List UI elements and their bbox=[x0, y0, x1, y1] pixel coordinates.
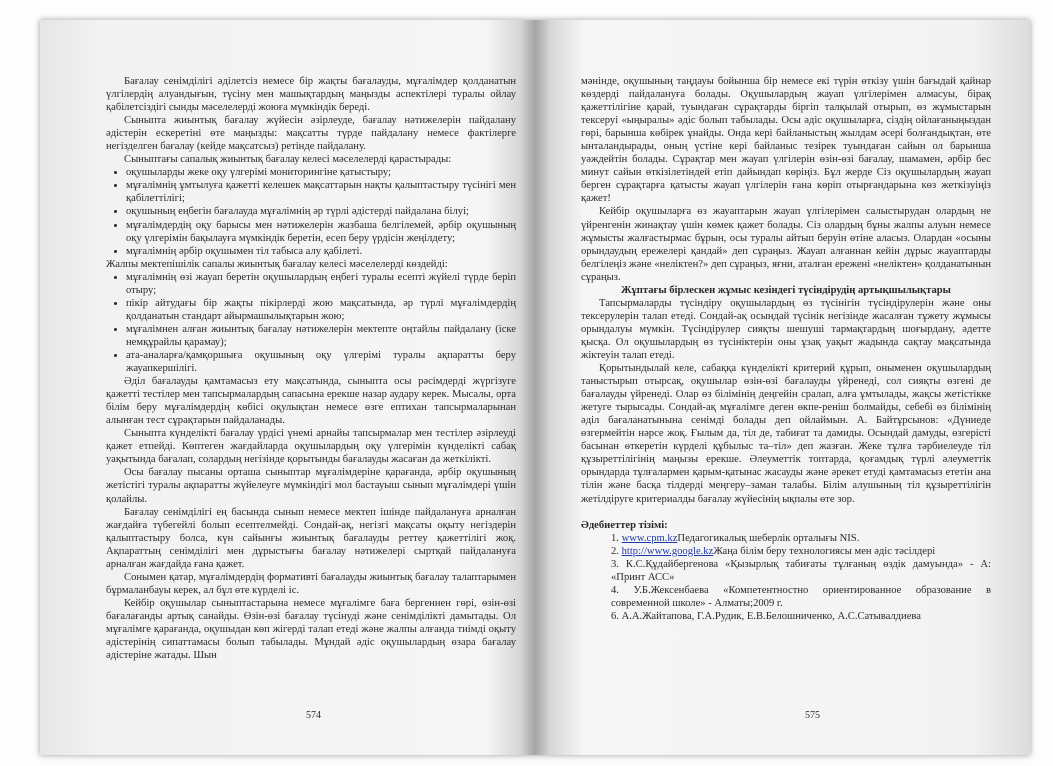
paragraph: Кейбір оқушыларға өз жауаптарын жауап үлгілерімен салыстырудан олардың не үйренгенін жинақтау үшін көмек қажет болады. Сіз олардың бұны жалпы алуын немесе жұмысты жалғастырмас бұрын, осы туралы айтып беруін өтіне аласыз. Олардан «осыны орындаудың ережелері қандай» деп сұраңыз. Жауап алғаннан кейін дұрыс жауаптарды белгілеңіз және «неліктен?» деп сұраңыз, яғни, аталған ережені «неліктен» қолданатынын сұраңыз. bbox=[581, 206, 991, 283]
reference-number: 3. bbox=[611, 558, 619, 570]
reference-item bbox=[611, 584, 991, 610]
list-item: • мұғалімнің өзі жауап беретін оқушылардың еңбегі туралы есепті жүйелі түрде беріп отыру; bbox=[126, 271, 516, 297]
paragraph: Сыныпта жиынтық бағалау жүйесін әзірлеуде, бағалау нәтижелерін пайдалану әдістерін ескеретіні өте маңызды: мақсатты түрде пайдалану немесе фактілерге негізделген бағалау (кейде мақсатсыз) ретінде пайдалану. bbox=[106, 115, 516, 153]
reference-text: А.А.Жайтапова, Г.А.Рудик, Е.В.Белошниченко, А.С.Сатывалдиева bbox=[621, 610, 921, 622]
reference-number: 2. bbox=[611, 545, 619, 557]
section-heading: Жұптағы бірлескен жұмыс кезіндегі түсіндірудің артықшылықтары bbox=[621, 284, 951, 296]
bullet-list bbox=[106, 166, 516, 257]
right-page bbox=[535, 20, 1030, 755]
list-item: • оқушыларды жеке оқу үлгерімі мониторингіне қатыстыру; bbox=[126, 166, 516, 179]
paragraph: Бағалау сенімділігі әділетсіз немесе бір жақты бағалауды, мұғалімдер қолданатын үлгілердің алуандығын, түсіну мен машықтардың маңызды аспектілері туралы ойлау қабілетсіздігі сынды мәселелерді жоюға мүмкіндік береді. bbox=[106, 76, 516, 114]
references-list bbox=[581, 532, 991, 623]
reference-text: К.С.Құдайбергенова «Қызырлық табиғаты тұлғаның өздік дамуында» - А: «Принт АСС» bbox=[611, 558, 992, 583]
page-number: 575 bbox=[805, 710, 820, 721]
paragraph: Сыныптағы сапалық жиынтық бағалау келесі мәселелерді қарастырады: bbox=[124, 154, 452, 166]
reference-link[interactable]: http://www.google.kz bbox=[621, 545, 714, 557]
book-spine-shadow bbox=[520, 20, 550, 755]
list-item: • мұғалімнің ұмтылуға қажетті келешек мақсаттарын нақты қалыптастыру түсінігі мен қабілеттілігі; bbox=[126, 179, 516, 205]
left-page bbox=[40, 20, 535, 755]
reference-item bbox=[611, 558, 991, 584]
list-item: • пікір айтудағы бір жақты пікірлерді жою мақсатында, әр түрлі мұғалімдердің қолданатын стандарт айырмашылықтарын жою; bbox=[126, 297, 516, 323]
paragraph: Кейбір оқушылар сыныптастарына немесе мұғалімге баға бергеннен гөрі, өзін-өзі бағалағанды артық санайды. Өзін-өзі бағалау түсінуді және сенімділікті дамытады. Ол мұғалімге қарағанда, оқушыдан көп жігерді талап етеді және жалпы алғанда тиімді оқыту әдістерінің сипаттамасы болып табылады. Мұндай әдіс оқушылардың өзара бағалау әдістеріне жатады. Шын bbox=[106, 597, 516, 662]
reference-number: 6. bbox=[611, 610, 619, 622]
reference-item bbox=[611, 545, 991, 558]
paragraph: Бағалау сенімділігі ең басында сынып немесе мектеп ішінде пайдалануға арналған жағдайға түбегейлі болып есептелмейді. Сондай-ақ, негізгі мақсаты оқыту негіздерін қалыптастыру болса, күн сайынғы жиынтық бағалауды реттеу қажеттілігі жоқ. Ақпараттың сенімділігі мен дұрыстығы бағалау нәтижелері сыртқай пайдалануға арналған жағдайда ғана қажет. bbox=[106, 506, 516, 570]
list-item: • мұғалімнің әрбір оқушымен тіл табыса алу қабілеті. bbox=[126, 245, 516, 258]
paragraph: Тапсырмаларды түсіндіру оқушылардың өз түсінігін түсіндірулерін және оны тексерулерін талап етеді. Сондай-ақ осындай түсінік негізінде жасалған тұжету жұмысы орындалуы мүмкін. Түсіндірулер сияқты шешуші тармақтардың шоғырдану, әдетте қысқа. Ол оқушылардың өз түсініктерін оны ұзақ уақыт жадында сақтау мақсатында жіктеуін талап етеді. bbox=[581, 297, 991, 361]
list-intro: Жалпы мектепішілік сапалы жиынтық бағалау келесі мәселелерді көздейді: bbox=[106, 258, 448, 270]
reference-text: У.Б.Жексенбаева «Компетентностно ориентированное образование в современной школе» - Алматы;2009 г. bbox=[611, 584, 992, 609]
list-item: • оқушының еңбегін бағалауда мұғалімнің әр түрлі әдістерді пайдалана білуі; bbox=[126, 205, 516, 218]
left-page-text bbox=[106, 75, 516, 662]
list-item: • мұғалімнен алған жиынтық бағалау нәтижелерін мектепте оңтайлы пайдалану (іске немқұрайлы қарамау); bbox=[126, 323, 516, 349]
open-book bbox=[40, 20, 1030, 755]
list-item: • мұғалімдердің оқу барысы мен нәтижелерін жазбаша белгілемей, әрбір оқушының оқу үлгерімін бақылауға мүмкіндік беретін, есеп беру үрдісін жеңілдету; bbox=[126, 219, 516, 245]
paragraph: Сонымен қатар, мұғалімдердің формативті бағалауды жиынтық бағалау талаптарымен бұрмаланбауы керек, ал бұл өте күрделі іс. bbox=[106, 571, 516, 596]
bullet-list bbox=[106, 271, 516, 375]
reference-item bbox=[611, 532, 991, 545]
paragraph: Қорытындылай келе, сабаққа күнделікті критерий құрып, оныменен оқушылардың таныстырып отырсақ, оқушылар өзін-өзі бағалауды үйренеді, сол сияқты өзгені де бағалауды үйренеді. Олар өз білімінің деңгейін сралап, алға ұмтылады, жақсы жетістікке жетуге тырысады. Сондай-ақ мұғалімге деген өкпе-реніш болмайды, себебі өз білімінің әділ бағаланатынына сенімді болады деп ойлаймын. А. Байтұрсынов: «Дүниеде өзгермейтін нәрсе жоқ. Ғылым да, тіл де, табиғат та дамиды. Осындай дамуды, өзгерісті басынан өткеретін күрделі құбылыс та–тіл» деп жазған. Жеке тұлға тәрбиелеуде тіл құзыреттілігінің маңызы ерекше. Әлеуметтік топтарда, қоғамдық түрлі әлеуметтік орындарда тұлғалармен қарым-қатынас жасауды және әрекет етуді қамтамасыз ететін ана тілін және басқа тілдерді меңгеру–заман талабы. Білім алушының тіл құзыреттілігін жетілдіруге критериалды бағалау жүйесінің ықпалы өте зор. bbox=[581, 363, 991, 505]
paragraph: Осы бағалау пысаны орташа сыныптар мұғалімдеріне қарағанда, әрбір оқушының жетістігі туралы ақпаратты жүйелеуге мүмкіндігі мол бастауыш сынып мұғалімдері үшін қолайлы. bbox=[106, 467, 516, 505]
page-number: 574 bbox=[306, 710, 321, 721]
paragraph: Сыныпта күнделікті бағалау үрдісі үнемі арнайы тапсырмалар мен тестілер әзірлеуді қажет етпейді. Көптеген жағдайларда оқушылардың оқу үлгерімін күнделікті сабақ уақытында бағалап, солардың негізінде қорытынды бағалауды жасаған да жеткілікті. bbox=[106, 428, 516, 466]
paragraph: Әділ бағалауды қамтамасыз ету мақсатында, сыныпта осы рәсімдерді жүргізуге қажетті тестілер мен тапсырмалардың сапасына ерекше назар аудару керек. Мысалы, орта білім беру мұғалімдердің көбісі оқулықтан немесе өзге ептихан тапсырмаларынан алынған тест сұрақтарын пайдаланады. bbox=[106, 376, 516, 427]
reference-link[interactable]: www.cpm.kz bbox=[621, 532, 678, 544]
right-page-text bbox=[581, 75, 991, 623]
reference-number: 4. bbox=[611, 584, 619, 596]
list-item: • ата-аналарға/қамқоршыға оқушының оқу үлгерімі туралы ақпаратты беру жауапкершілігі. bbox=[126, 349, 516, 375]
reference-number: 1. bbox=[611, 532, 619, 544]
references-title: Әдебиеттер тізімі: bbox=[581, 519, 668, 531]
paragraph: мәнінде, оқушының таңдауы бойынша бір немесе екі түрін өткізу үшін бағыдай қайнар көздерді пайдалануға болады. Оқушылардың жауап үлгілерімен алмасуы, бірақ қажеттілігіне қарай, туындаған сұрақтарды біргіп талқылай отырып, өз жұмыстарын тексеруі «ыңыралы» әдіс болып табылады. Осы әдіс оқушыларға, сіздің ойлағаныңыздан гөрі, барынша көбірек ұнайды. Онда кері байланыстың жылдам әсері болғандықтан, өте ынталандырады, оның үстіне кері байланыс тезірек туындаған сайын ол барынша уәждейтін болады. Сұрақтар мен жауап үлгілерін өзін-өзі бағалау, шамамен, әрбір бес минут сайын өткізілетіндей етіп дайындап көріңіз. Бұл жерде Сіз оқушылардың жауап берген сұрақтарға қатысты жауап үлгілерін ғана көріп отырғандарына көз жеткізуіңіз қажет! bbox=[581, 76, 991, 205]
reference-text: Педагогикалық шеберлік орталығы NIS. bbox=[677, 532, 860, 544]
reference-item bbox=[611, 610, 991, 623]
reference-text: Жаңа білім беру технологиясы мен әдіс тәсілдері bbox=[713, 545, 936, 557]
